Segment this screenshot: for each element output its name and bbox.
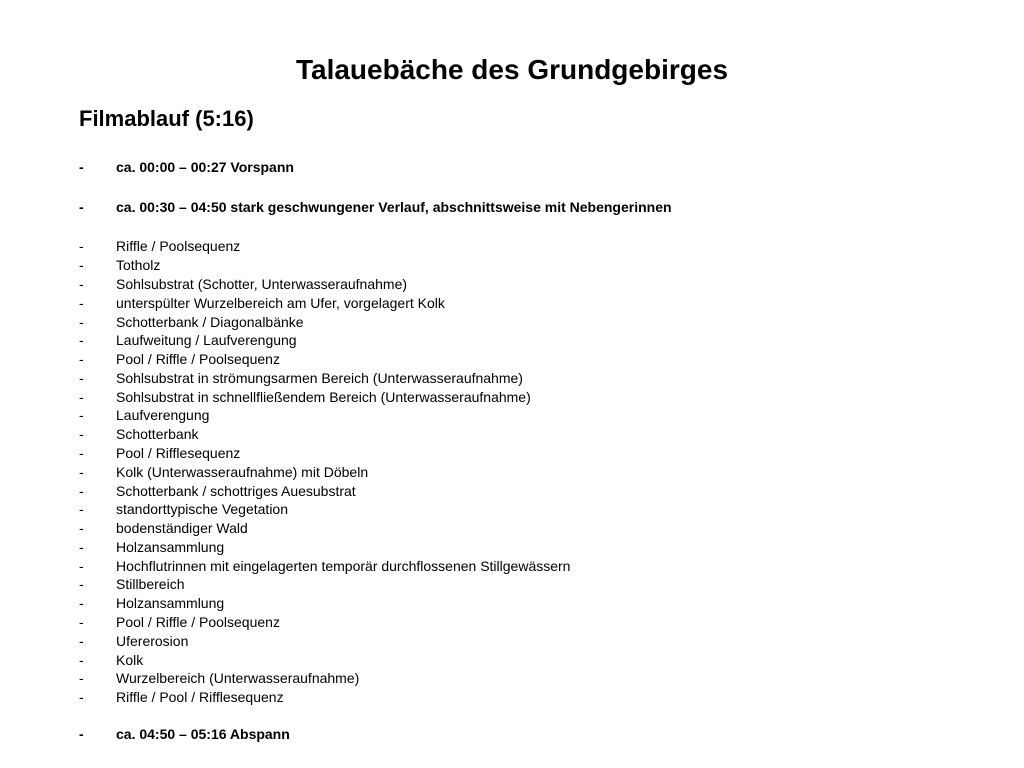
bullet-marker: - [79,257,84,273]
slide-title: Talauebäche des Grundgebirges [295,54,729,85]
bullet-marker: - [79,539,84,555]
list-item-text: Sohlsubstrat in strömungsarmen Bereich (Unterwasseraufnahme) [116,370,523,386]
bullet-marker: - [79,726,84,742]
bullet-marker: - [79,614,84,630]
list-item-text: Riffle / Pool / Rifflesequenz [116,689,284,705]
list-item-text: Riffle / Poolsequenz [116,238,241,254]
bullet-marker: - [79,295,84,311]
bullet-marker: - [79,670,84,686]
list-item-text: Holzansammlung [116,539,225,555]
footer-item-text: ca. 04:50 – 05:16 Abspann [116,726,290,742]
bullet-marker: - [79,407,84,423]
list-item-text: Pool / Rifflesequenz [116,445,241,461]
list-item-text: unterspülter Wurzelbereich am Ufer, vorgelagert Kolk [116,295,445,311]
bullet-marker: - [79,595,84,611]
bullet-marker: - [79,370,84,386]
bullet-marker: - [79,633,84,649]
list-item-text: bodenständiger Wald [116,520,248,536]
bullet-marker: - [79,389,84,405]
bullet-marker: - [79,558,84,574]
bullet-marker: - [79,314,84,330]
list-item-text: Sohlsubstrat in schnellfließendem Bereich (Unterwasseraufnahme) [116,389,531,405]
bullet-marker: - [79,445,84,461]
list-item-text: Schotterbank / Diagonalbänke [116,314,304,330]
list-item-text: Sohlsubstrat (Schotter, Unterwasseraufnahme) [116,276,408,292]
header-item-text: ca. 00:30 – 04:50 stark geschwungener Verlauf, abschnittsweise mit Nebengerinnen [116,199,672,215]
list-item-text: Totholz [116,257,161,273]
list-item-text: Pool / Riffle / Poolsequenz [116,351,280,367]
bullet-marker: - [79,426,84,442]
bullet-marker: - [79,576,84,592]
bullet-marker: - [79,351,84,367]
bullet-marker: - [79,689,84,705]
bullet-marker: - [79,332,84,348]
list-item-text: Kolk [116,652,144,668]
list-item-text: Ufererosion [116,633,189,649]
list-item-text: Schotterbank / schottriges Auesubstrat [116,483,356,499]
list-item-text: Hochflutrinnen mit eingelagerten temporär durchflossenen Stillgewässern [116,558,571,574]
bullet-marker: - [79,199,84,215]
bullet-marker: - [79,483,84,499]
list-item-text: Stillbereich [116,576,185,592]
list-item-text: standorttypische Vegetation [116,501,289,517]
list-item-text: Kolk (Unterwasseraufnahme) mit Döbeln [116,464,369,480]
slide-subtitle: Filmablauf (5:16) [79,106,254,131]
list-item-text: Laufweitung / Laufverengung [116,332,297,348]
list-item-text: Holzansammlung [116,595,225,611]
bullet-marker: - [79,464,84,480]
bullet-marker: - [79,159,84,175]
list-item-text: Pool / Riffle / Poolsequenz [116,614,280,630]
header-item-text: ca. 00:00 – 00:27 Vorspann [116,159,294,175]
list-item-text: Schotterbank [116,426,199,442]
list-item-text: Wurzelbereich (Unterwasseraufnahme) [116,670,360,686]
bullet-marker: - [79,520,84,536]
bullet-marker: - [79,276,84,292]
bullet-marker: - [79,501,84,517]
bullet-marker: - [79,652,84,668]
bullet-marker: - [79,238,84,254]
list-item-text: Laufverengung [116,407,210,423]
